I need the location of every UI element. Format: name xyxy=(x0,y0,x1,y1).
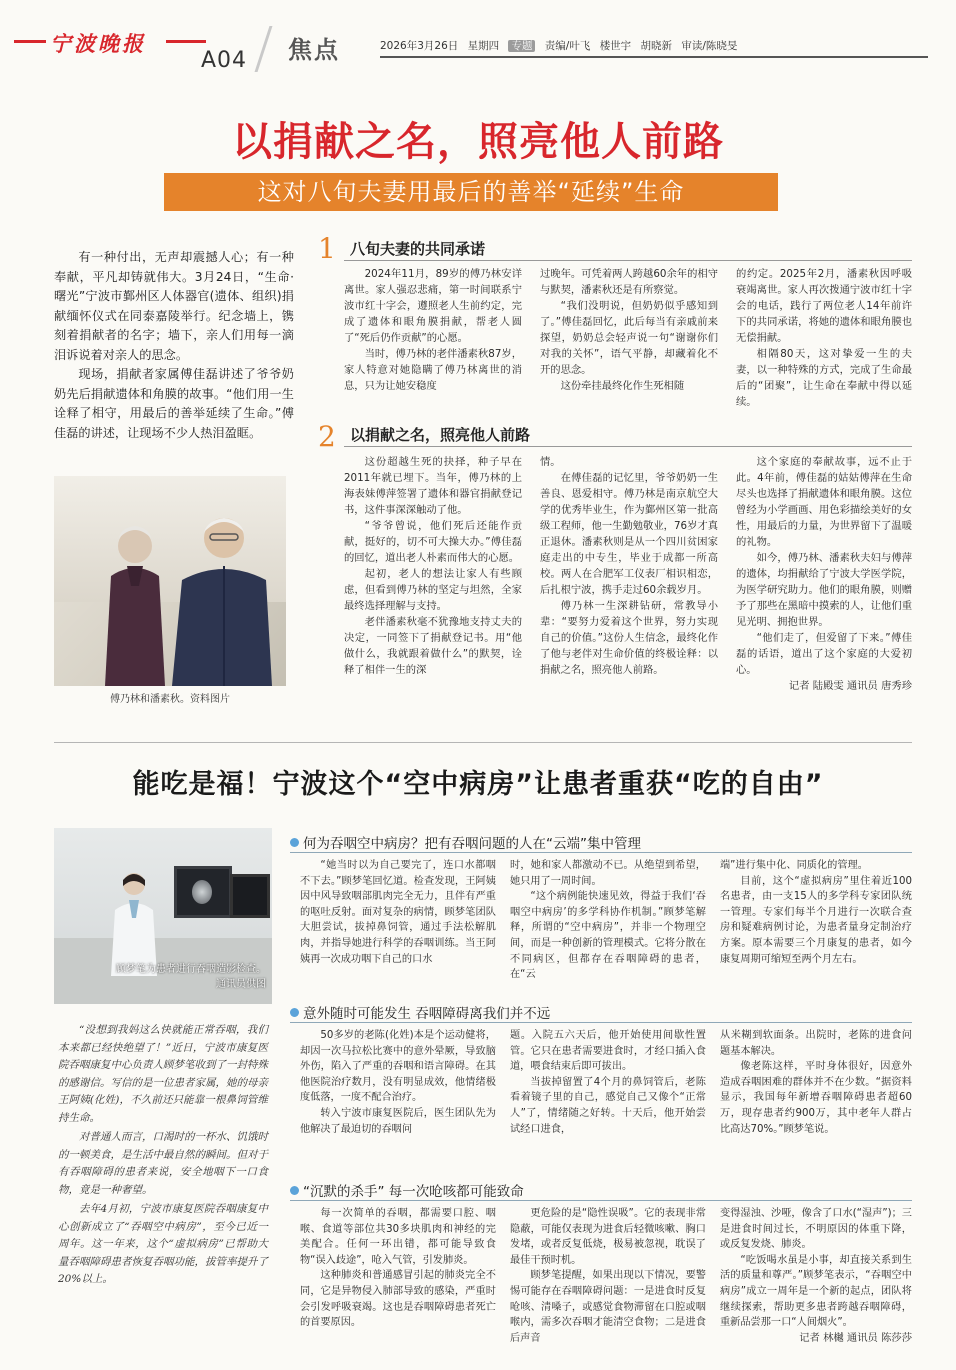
sec1-col2 xyxy=(510,858,706,983)
paragraph: 起初，老人的想法让家人有些顾虑，但看到傅乃林的坚定与坦然，全家最终选择理解与支持。 xyxy=(344,568,522,612)
part1-col2 xyxy=(540,266,718,394)
part1-col1 xyxy=(344,266,522,394)
issue-date: 2026年3月26日 xyxy=(380,40,459,52)
bullet-dot-icon xyxy=(290,1186,299,1195)
paragraph: “吃饭喝水虽是小事，却直接关系到生活的质量和尊严。”顾梦笔表示，“吞咽空中病房”成立一周年是一个新的起点，团队将继续探索，帮助更多患者跨越吞咽障碍，重新品尝那一口“人间烟火”。 xyxy=(720,1254,912,1329)
paragraph: 这种肺炎和普通感冒引起的肺炎完全不同，它是异物侵入肺部导致的感染，严重时会引发呼吸衰竭。这也是吞咽障碍患者死亡的首要原因。 xyxy=(300,1270,496,1329)
review-credit: 审读/陈晓旻 xyxy=(681,40,738,52)
paragraph: 当时，傅乃林的老伴潘素秋87岁，家人特意对她隐瞒了傅乃林离世的消息，只为让她安稳度 xyxy=(344,348,522,392)
paragraph: 当拔掉留置了4个月的鼻饲管后，老陈看着镜子里的自己，感觉自己又像个“正常人”了，情绪随之好转。十天后，他开始尝试经口进食， xyxy=(510,1076,706,1135)
man-figure xyxy=(172,504,272,686)
paragraph: “他们走了，但爱留了下来。”傅佳磊的话语，道出了这个家庭的大爱初心。 xyxy=(736,632,912,676)
issue-weekday: 星期四 xyxy=(467,40,500,52)
logo-decoration-left xyxy=(14,40,46,43)
paragraph: 每一次简单的吞咽，都需要口腔、咽喉、食道等部位共30多块肌肉和神经的完美配合。任何一环出错，都可能导致食物“误入歧途”，呛入气管，引发肺炎。 xyxy=(300,1208,496,1266)
story1-subheadline: 这对八旬夫妻用最后的善举“延续”生命 xyxy=(164,173,778,211)
part1-number: 1 xyxy=(318,232,336,265)
sec2-rule xyxy=(290,1022,912,1023)
header-rule xyxy=(380,56,928,58)
part1-rule xyxy=(344,260,912,261)
story1-lead xyxy=(54,248,294,443)
logo-decoration-right xyxy=(166,40,206,43)
paragraph: 变得湿浊、沙哑，像含了口水(“湿声”)；三是进食时间过长，不明原因的体重下降，或反复发烧、肺炎。 xyxy=(720,1208,912,1251)
proof-credit: 胡晓新 xyxy=(640,40,673,52)
paragraph: 老伴潘素秋毫不犹豫地支持丈夫的决定，一同签下了捐献登记书。用“他做什么，我就跟着做什么”的默契，诠释了相伴一生的深 xyxy=(344,616,522,676)
header-slash-divider xyxy=(255,26,273,72)
intro-paragraph: “没想到我妈这么快就能正常吞咽，我们本来都已经快绝望了！”近日，宁波市康复医院吞咽康复中心负责人顾梦笔收到了一封特殊的感谢信。写信的是一位患者家属，她的母亲王阿姨(化姓)，不久前还只能靠一根鼻饲管维持生命。 xyxy=(58,1024,268,1124)
sec3-title: “沉默的杀手” 每一次呛咳都可能致命 xyxy=(303,1184,524,1200)
paragraph: 更危险的是“隐性误吸”。它的表现非常隐蔽，可能仅表现为进食后轻微咳嗽、胸口发堵，或者反复低烧，极易被忽视，耽误了最佳干预时机。 xyxy=(510,1208,706,1266)
paragraph: 从米糊到软面条。出院时，老陈的进食问题基本解决。 xyxy=(720,1030,912,1057)
paragraph: 这份超越生死的抉择，种子早在2011年就已埋下。当年，傅乃林的上海表妹傅萍签署了遗体和器官捐献登记书，这件事深深触动了他。 xyxy=(344,456,522,516)
paragraph: 这份牵挂最终化作生死相随 xyxy=(560,380,685,392)
story1-headline: 以捐献之名，照亮他人前路 xyxy=(232,119,724,165)
issue-meta xyxy=(380,38,743,53)
story2-headline: 能吃是福！宁波这个“空中病房”让患者重获“吃的自由” xyxy=(132,769,824,800)
paragraph: 过晚年。可凭着两人跨越60余年的相守与默契，潘素秋还是有所察觉。 xyxy=(540,268,718,296)
paragraph: “我们没明说，但奶奶似乎感知到了。”傅佳磊回忆，此后每当有亲戚前来探望，奶奶总会轻声说一句“谢谢你们对我的关怀”，语气平静，却藏着化不开的思念。 xyxy=(540,300,718,376)
monitor-display-secondary xyxy=(230,874,270,918)
sec2-col2 xyxy=(510,1028,706,1137)
story2-photo-caption xyxy=(54,962,272,992)
paragraph: 的约定。2025年2月，潘素秋因呼吸衰竭离世。家人再次拨通宁波市红十字会的电话，践行了两位老人14年前许下的共同承诺，将她的遗体和眼角膜也无偿捐献。 xyxy=(736,268,912,344)
part2-rule xyxy=(344,446,912,447)
section-title: 焦点 xyxy=(288,36,340,64)
sec2-heading xyxy=(290,1002,550,1022)
sec1-col1 xyxy=(300,858,496,967)
art-credit: 楼世宇 xyxy=(599,40,632,52)
masthead xyxy=(0,0,956,76)
sec1-heading xyxy=(290,832,641,852)
story-divider xyxy=(54,742,912,743)
paragraph: “爷爷曾说，他们死后还能作贡献，挺好的，切不可大操大办。”傅佳磊的回忆，道出老人朴素而伟大的心愿。 xyxy=(344,520,522,564)
editor-credit: 责编/叶飞 xyxy=(544,40,591,52)
story2-intro xyxy=(58,1022,268,1291)
sec2-col1 xyxy=(300,1028,496,1137)
newspaper-logo: 宁波晚报 xyxy=(50,31,146,56)
woman-figure xyxy=(99,516,169,686)
section-tag: 专题 xyxy=(508,40,535,52)
paragraph: 转入宁波市康复医院后，医生团队先为他解决了最迫切的吞咽问 xyxy=(300,1107,496,1135)
paragraph: 情。 xyxy=(540,456,561,468)
paragraph: 目前，这个“虚拟病房”里住着近100名患者，由一支15人的多学科专家团队统一管理。专家们每半个月进行一次联合查房和疑难病例讨论，为患者量身定制治疗方案。原本需要三个月康复的患者，如今康复周期可缩短至两个月左右。 xyxy=(720,875,912,965)
intro-paragraph: 去年4月初，宁波市康复医院吞咽康复中心创新成立了“吞咽空中病房”，至今已近一周年。这一年来，这个“虚拟病房”已帮助大量吞咽障碍患者恢复吞咽功能，拔管率提升了20%以上。 xyxy=(58,1203,268,1285)
story1-byline: 记者 陆殿雯 通讯员 唐秀珍 xyxy=(788,680,912,692)
sec3-col1 xyxy=(300,1206,496,1331)
paragraph: 像老陈这样，平时身体很好，因意外造成吞咽困难的群体并不在少数。“据资料显示，我国每年新增吞咽障碍患者超60万，现存患者约900万，其中老年人群占比高达70%。”顾梦笔说。 xyxy=(720,1061,912,1135)
sec3-col2 xyxy=(510,1206,706,1346)
sec1-rule xyxy=(290,852,912,853)
sec3-rule xyxy=(290,1200,912,1201)
paragraph: 相隔80天，这对挚爱一生的夫妻，以一种特殊的方式，完成了生命最后的“团聚”，让生命在奉献中得以延续。 xyxy=(736,348,912,408)
bullet-dot-icon xyxy=(290,1008,299,1017)
story1-photo-caption: 傅乃林和潘素秋。资料图片 xyxy=(110,694,230,705)
paragraph: 2024年11月，89岁的傅乃林安详离世。家人强忍悲痛，第一时间联系宁波市红十字会，遵照老人生前约定，完成了遗体和眼角膜捐献，帮老人圆了“死后仍作贡献”的心愿。 xyxy=(344,268,522,344)
part2-col3 xyxy=(736,454,912,694)
part2-col2 xyxy=(540,454,718,678)
bullet-dot-icon xyxy=(290,838,299,847)
paragraph: “她当时以为自己要完了，连口水都咽不下去。”顾梦笔回忆道。检查发现，王阿姨因中风导致咽部肌肉完全无力，且伴有严重的呕吐反射。面对复杂的病情，顾梦笔团队大胆尝试，拔掉鼻饲管，通过手法松解肌肉，并指导她进行科学的吞咽训练。当王阿姨再一次成功咽下自己的口水 xyxy=(300,860,496,965)
paragraph: 这个家庭的奉献故事，远不止于此。4年前，傅佳磊的姑姑傅萍在生命尽头也选择了捐献遗体和眼角膜。这位曾经为小学画画、用色彩描绘美好的女性，用最后的力量，为世界留下了温暖的礼物。 xyxy=(736,456,912,548)
caption-credit: 通讯员供图 xyxy=(216,979,266,990)
paragraph: 时，她和家人都激动不已。从绝望到希望，她只用了一周时间。 xyxy=(510,860,706,887)
sec2-title: 意外随时可能发生 吞咽障碍离我们并不远 xyxy=(303,1006,551,1022)
paragraph: 在傅佳磊的记忆里，爷爷奶奶一生善良、恩爱相守。傅乃林是南京航空大学的优秀毕业生，作为鄞州区第一批高级工程师，他一生勤勉敬业，76岁才真正退休。潘素秋则是从一个四川贫困家庭走出的中专生，毕业于成都一所高校。两人在合肥军工仪表厂相识相恋，后扎根宁波，携手走过60余载岁月。 xyxy=(540,472,718,596)
sec3-col3 xyxy=(720,1206,912,1346)
sec3-heading xyxy=(290,1180,524,1200)
paragraph: 题。入院五六天后，他开始使用间歇性置管。它只在患者需要进食时，才经口插入食道，喂食结束后即可拔出。 xyxy=(510,1030,706,1073)
page-number: A04 xyxy=(201,48,248,73)
lead-paragraph: 有一种付出，无声却震撼人心；有一种奉献，平凡却铸就伟大。3月24日，“生命·曙光”宁波市鄞州区人体器官(遗体、组织)捐献缅怀仪式在同泰嘉陵举行。纪念墙上，镌刻着捐献者的名字；墙下，亲人们用每一滴泪诉说着对亲人的思念。 xyxy=(54,250,294,362)
sec1-col3 xyxy=(720,858,912,967)
part1-title: 八旬夫妻的共同承诺 xyxy=(350,240,486,258)
intro-paragraph: 对普通人而言，口渴时的一杯水、饥饿时的一顿美食，是生活中最自然的瞬间。但对于有吞咽障碍的患者来说，安全地咽下一口食物，竟是一种奢望。 xyxy=(58,1131,268,1196)
elderly-couple-photo xyxy=(54,476,286,686)
paragraph: 如今，傅乃林、潘素秋夫妇与傅萍的遗体，均捐献给了宁波大学医学院，为医学研究助力。他们的眼角膜，则赠予了那些在黑暗中摸索的人，让他们重见光明、拥抱世界。 xyxy=(736,552,912,628)
part1-col3 xyxy=(736,266,912,410)
part2-number: 2 xyxy=(318,420,336,453)
paragraph: 傅乃林一生深耕钻研，常教导小辈：“要努力爱着这个世界，努力实现自己的价值。”这份人生信念，最终化作了他与老伴对生命价值的终极诠释：以捐献之名，照亮他人前路。 xyxy=(540,600,718,676)
sec2-col3 xyxy=(720,1028,912,1137)
xray-image xyxy=(192,880,212,904)
part2-col1 xyxy=(344,454,522,678)
doctor-figure xyxy=(109,866,159,976)
paragraph: 端”进行集中化、同质化的管理。 xyxy=(720,860,868,871)
paragraph: “这个病例能快速见效，得益于我们‘吞咽空中病房’的多学科协作机制。”顾梦笔解释，所谓的“空中病房”，并非一个物理空间，而是一种创新的管理模式。它将分散在不同病区，但都存在吞咽障碍的患者，在“云 xyxy=(510,891,706,981)
part2-title: 以捐献之名，照亮他人前路 xyxy=(350,426,531,444)
paragraph: 顾梦笔提醒，如果出现以下情况，要警惕可能存在吞咽障碍问题：一是进食时反复呛咳、清嗓子，或感觉食物滞留在口腔或咽喉内，需多次吞咽才能清空食物；二是进食后声音 xyxy=(510,1270,706,1344)
caption-text: 顾梦笔为患者进行吞咽造影检查。 xyxy=(116,964,266,975)
sec1-title: 何为吞咽空中病房？把有吞咽问题的人在“云端”集中管理 xyxy=(303,836,641,852)
lead-paragraph: 现场，捐献者家属傅佳磊讲述了爷爷奶奶先后捐献遗体和角膜的故事。“他们用一生诠释了相守，用最后的善举延续了生命。”傅佳磊的讲述，让现场不少人热泪盈眶。 xyxy=(54,367,294,440)
paragraph: 50多岁的老陈(化姓)本是个运动健将，却因一次马拉松比赛中的意外晕厥，导致脑外伤，陷入了严重的吞咽和语言障碍。在其他医院治疗数月，没有明显成效，他情绪极度低落，一度不配合治疗。 xyxy=(300,1030,496,1104)
story2-byline: 记者 林樾 通讯员 陈莎莎 xyxy=(799,1331,912,1344)
